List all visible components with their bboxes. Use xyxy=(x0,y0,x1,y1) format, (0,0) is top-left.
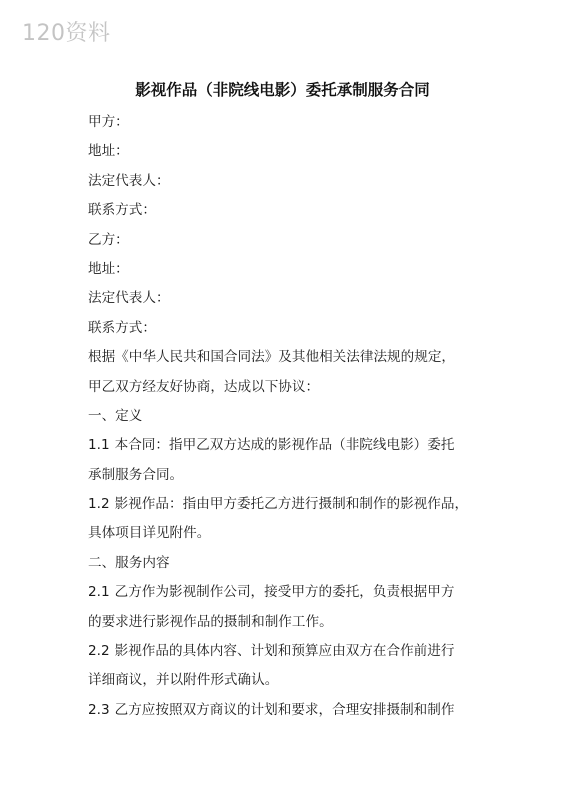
line-text: 乙方： xyxy=(88,231,129,248)
line-text: 甲方： xyxy=(88,114,129,130)
line-text: 法定代表人： xyxy=(88,172,170,189)
line-text: 的要求进行影视作品的摄制和制作工作。 xyxy=(88,613,333,630)
line-text: 二、服务内容 xyxy=(88,554,170,571)
text-line xyxy=(88,519,498,548)
text-line xyxy=(88,343,498,372)
text-line xyxy=(88,226,498,255)
text-line xyxy=(88,431,498,460)
text-line xyxy=(88,666,498,695)
line-text: 联系方式： xyxy=(88,202,156,219)
line-text: 具体项目详见附件。 xyxy=(88,525,211,542)
line-text: 一、定义 xyxy=(88,407,143,424)
line-text: 乙方作为影视制作公司，接受甲方的委托，负责根据甲方 xyxy=(114,584,455,601)
text-line xyxy=(88,196,498,225)
line-text: 联系方式： xyxy=(88,319,156,336)
clause-number: 2.1 xyxy=(88,584,110,601)
line-text: 根据《中华人民共和国合同法》及其他相关法律法规的规定， xyxy=(88,349,456,366)
document-title: 影视作品（非院线电影）委托承制服务合同 xyxy=(135,81,430,99)
line-text: 法定代表人： xyxy=(88,290,170,307)
document-body xyxy=(88,108,498,725)
line-text: 影视作品的具体内容、计划和预算应由双方在合作前进行 xyxy=(114,643,455,660)
clause-number: 2.2 xyxy=(88,643,110,660)
text-line xyxy=(88,608,498,637)
line-text: 承制服务合同。 xyxy=(88,466,184,483)
line-text: 乙方应按照双方商议的计划和要求，合理安排摄制和制作 xyxy=(114,701,455,718)
text-line xyxy=(88,578,498,607)
watermark: 120资料 xyxy=(22,21,111,46)
text-line xyxy=(88,490,498,519)
clause-number: 1.1 xyxy=(88,437,110,454)
line-text: 影视作品：指由甲方委托乙方进行摄制和制作的影视作品， xyxy=(114,496,469,513)
text-line xyxy=(88,284,498,313)
line-text: 地址： xyxy=(88,143,129,160)
text-line xyxy=(88,314,498,343)
line-text: 甲乙双方经友好协商，达成以下协议： xyxy=(88,378,320,395)
line-text: 本合同：指甲乙双方达成的影视作品（非院线电影）委托 xyxy=(114,437,455,454)
clause-number: 2.3 xyxy=(88,701,110,718)
line-text: 详细商议，并以附件形式确认。 xyxy=(88,672,279,689)
text-line xyxy=(88,637,498,666)
text-line xyxy=(88,461,498,490)
section-heading xyxy=(88,402,498,431)
text-line xyxy=(88,137,498,166)
text-line xyxy=(88,167,498,196)
text-line xyxy=(88,108,498,137)
text-line xyxy=(88,696,498,725)
text-line xyxy=(88,373,498,402)
line-text: 地址： xyxy=(88,260,129,277)
text-line xyxy=(88,255,498,284)
section-heading xyxy=(88,549,498,578)
clause-number: 1.2 xyxy=(88,496,110,513)
